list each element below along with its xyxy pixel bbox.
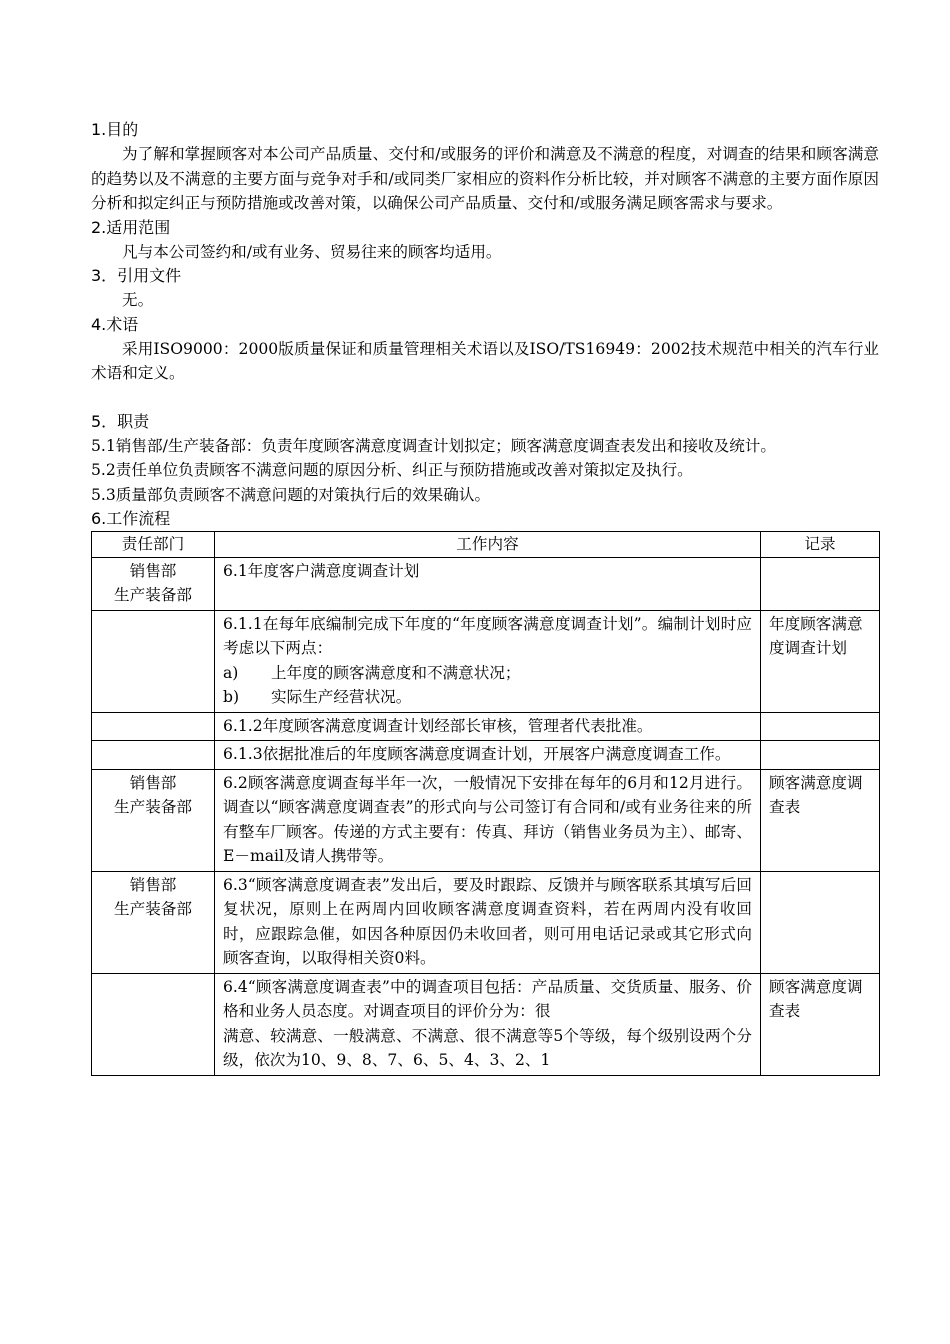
column-header-dept: 责任部门	[92, 532, 215, 558]
table-row	[92, 712, 880, 741]
row-dept-cell	[92, 712, 215, 741]
row-dept-cell	[92, 610, 215, 712]
column-header-record: 记录	[761, 532, 880, 558]
column-header-content: 工作内容	[215, 532, 761, 558]
row-record-cell: 顾客满意度调查表	[761, 973, 880, 1075]
table-row	[92, 610, 880, 712]
section-purpose-heading: 1.目的	[91, 120, 139, 139]
table-header-row	[92, 532, 880, 558]
responsibility-item-3: 5.3质量部负责顾客不满意问题的对策执行后的效果确认。	[91, 485, 491, 504]
section-scope-heading: 2.适用范围	[91, 217, 171, 237]
row-record-cell	[761, 712, 880, 741]
section-scope-body: 凡与本公司签约和/或有业务、贸易往来的顾客均适用。	[122, 242, 502, 261]
row-record-cell: 年度顾客满意度调查计划	[761, 610, 880, 712]
table-row	[92, 557, 880, 610]
row-content-cell	[215, 973, 761, 1075]
row-record-cell	[761, 741, 880, 770]
section-references-heading: 3．引用文件	[91, 266, 182, 285]
responsibility-item-2: 5.2责任单位负责顾客不满意问题的原因分析、纠正与预防措施或改善对策拟定及执行。	[91, 461, 693, 479]
row-dept-cell: 销售部 生产装备部	[92, 871, 215, 973]
workflow-table	[91, 531, 880, 1076]
row-content-cell	[215, 741, 761, 770]
row-content-text: 6.1.1在每年底编制完成下年度的“年度顾客满意度调查计划”。编制计划时应考虑以下两点：	[223, 614, 752, 657]
document-page	[91, 118, 879, 1076]
row-record-cell	[761, 871, 880, 973]
sub-item-text: 实际生产经营状况。	[271, 688, 412, 706]
row-dept-cell	[92, 973, 215, 1075]
row-content-cell	[215, 871, 761, 973]
blank-line	[91, 386, 879, 410]
row-content-cell	[215, 712, 761, 741]
table-row	[92, 871, 880, 973]
row-content-cell	[215, 769, 761, 871]
section-purpose-body: 为了解和掌握顾客对本公司产品质量、交付和/或服务的评价和满意及不满意的程度，对调查的结果和顾客满意的趋势以及不满意的主要方面与竞争对手和/或同类厂家相应的资料作分析比较，并对顾客不满意的主要方面作原因分析和拟定纠正与预防措施或改善对策，以确保公司产品质量、交付和/或服务满足顾客需求与要求。	[91, 145, 879, 212]
sub-item-label: b)	[223, 688, 240, 706]
row-dept-cell	[92, 741, 215, 770]
row-content-text: 6.1.3依据批准后的年度顾客满意度调查计划，开展客户满意度调查工作。	[223, 745, 731, 763]
row-content-text: 6.1年度客户满意度调查计划	[223, 561, 420, 580]
row-content-text: 6.3“顾客满意度调查表”发出后，要及时跟踪、反馈并与顾客联系其填写后回复状况，原则上在两周内回收顾客满意度调查资料，若在两周内没有收回时，应跟踪急催，如因各种原因仍未收回者，则可用电话记录或其它形式向顾客查询，以取得相关资0料。	[223, 875, 752, 967]
section-terms-heading: 4.术语	[91, 314, 139, 334]
section-workflow-heading: 6.工作流程	[91, 509, 171, 528]
table-row	[92, 741, 880, 770]
sub-item-text: 上年度的顾客满意度和不满意状况；	[271, 663, 521, 682]
responsibility-item-1: 5.1销售部/生产装备部：负责年度顾客满意度调查计划拟定；顾客满意度调查表发出和接收及统计。	[91, 436, 776, 455]
section-terms-body: 采用ISO9000：2000版质量保证和质量管理相关术语以及ISO/TS16949：2002技术规范中相关的汽车行业术语和定义。	[91, 339, 879, 382]
row-content-text: 6.2顾客满意度调查每半年一次，一般情况下安排在每年的6月和12月进行。调查以“顾客满意度调查表”的形式向与公司签订有合同和/或有业务往来的所有整车厂顾客。传递的方式主要有：传真、拜访（销售业务员为主）、邮寄、E－mail及请人携带等。	[223, 773, 752, 865]
table-row	[92, 973, 880, 1075]
row-record-cell	[761, 557, 880, 610]
section-references-body: 无。	[122, 291, 154, 309]
row-content-cell	[215, 557, 761, 610]
row-content-text: 6.1.2年度顾客满意度调查计划经部长审核，管理者代表批准。	[223, 716, 653, 735]
row-content-cell	[215, 610, 761, 712]
row-dept-cell: 销售部 生产装备部	[92, 557, 215, 610]
row-sub-item	[223, 661, 752, 686]
row-record-cell: 顾客满意度调查表	[761, 769, 880, 871]
row-sub-item	[223, 685, 752, 710]
sub-item-label: a)	[223, 663, 239, 682]
row-dept-cell: 销售部 生产装备部	[92, 769, 215, 871]
section-responsibilities-heading: 5．职责	[91, 411, 150, 431]
table-row	[92, 769, 880, 871]
row-content-text: 6.4“顾客满意度调查表”中的调查项目包括：产品质量、交货质量、服务、价格和业务人员态度。对调查项目的评价分为：很 满意、较满意、一般满意、不满意、很不满意等5个等级，每个级别设两个分级，依次为10、9、8、7、6、5、4、3、2、1	[223, 977, 752, 1069]
workflow-table-body	[92, 557, 880, 1075]
